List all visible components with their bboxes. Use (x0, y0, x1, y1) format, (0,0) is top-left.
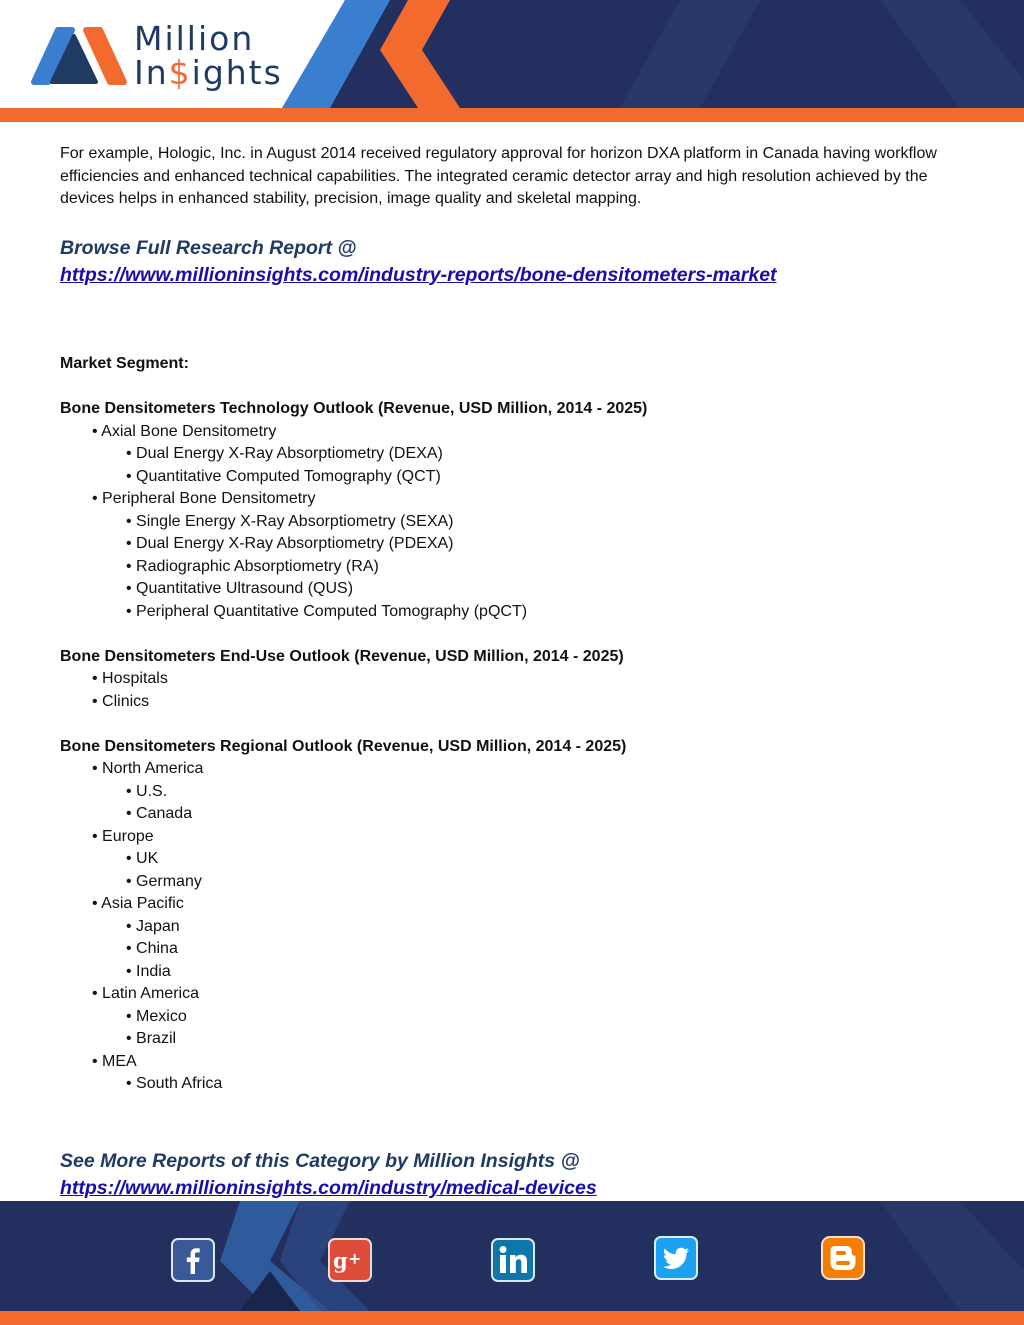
page-header (0, 0, 1024, 122)
list-item: • Quantitative Computed Tomography (QCT) (126, 467, 441, 485)
brand-line-2-suffix: ights (191, 53, 283, 92)
list-item: • North America (92, 760, 204, 777)
list-item: • China (126, 940, 178, 957)
main-content (60, 143, 960, 289)
linkedin-icon (491, 1238, 535, 1282)
list-item: • Axial Bone Densitometry (92, 422, 277, 440)
list-item: • Canada (126, 805, 193, 822)
twitter-icon (654, 1236, 698, 1280)
page-footer (0, 1201, 1024, 1325)
list-item: • Germany (126, 872, 202, 890)
market-segments (60, 353, 960, 1096)
list-item: • Europe (92, 827, 154, 845)
brand-logo-icon (30, 22, 130, 92)
list-item: • Hospitals (92, 670, 168, 687)
browse-report-link[interactable]: https://www.millioninsights.com/industry-reports/bone-densitometers-market (60, 263, 777, 286)
svg-text:g: g (333, 1248, 348, 1273)
list-item: • Peripheral Quantitative Computed Tomography (pQCT) (126, 602, 528, 620)
regional-outlook-heading: Bone Densitometers Regional Outlook (Revenue, USD Million, 2014 - 2025) (60, 737, 627, 755)
list-item: • Brazil (126, 1030, 177, 1047)
brand-line-2 (134, 53, 283, 92)
twitter-button[interactable] (654, 1236, 698, 1280)
list-item: • U.S. (126, 782, 168, 800)
google-plus-button[interactable] (328, 1238, 372, 1282)
list-item: • South Africa (126, 1075, 223, 1092)
brand-line-2-prefix: In (134, 53, 169, 92)
enduse-outlook-heading: Bone Densitometers End-Use Outlook (Revenue, USD Million, 2014 - 2025) (60, 647, 624, 665)
svg-text:+: + (348, 1249, 362, 1268)
list-item: • Clinics (92, 692, 150, 710)
see-more-link[interactable]: https://www.millioninsights.com/industry/medical-devices (60, 1177, 597, 1199)
linkedin-button[interactable] (491, 1238, 535, 1282)
blogger-icon (821, 1236, 865, 1280)
facebook-icon (171, 1238, 215, 1282)
list-item: • Dual Energy X-Ray Absorptiometry (DEXA) (126, 445, 443, 462)
list-item: • Radiographic Absorptiometry (RA) (126, 557, 379, 575)
list-item: • UK (126, 850, 159, 867)
list-item: • Mexico (126, 1007, 187, 1025)
brand-wordmark (134, 19, 283, 92)
list-item: • Peripheral Bone Densitometry (92, 490, 316, 507)
intro-paragraph: For example, Hologic, Inc. in August 2014 received regulatory approval for horizon DXA platform in Canada having workflow efficiencies and enhanced technical capabilities. The integrated ceramic detector array and high resolution achieved by the devices helps in enhanced stability, precision, image quality and skeletal mapping. (60, 145, 937, 207)
brand-dollar-sign: $ (168, 53, 192, 92)
browse-report-block (60, 235, 960, 289)
technology-outlook-heading: Bone Densitometers Technology Outlook (Revenue, USD Million, 2014 - 2025) (60, 400, 648, 417)
browse-report-label: Browse Full Research Report @ (60, 236, 357, 259)
facebook-button[interactable] (171, 1238, 215, 1282)
market-segment-title: Market Segment: (60, 355, 189, 372)
list-item: • Japan (126, 917, 180, 935)
see-more-label: See More Reports of this Category by Million Insights @ (60, 1150, 580, 1172)
list-item: • MEA (92, 1052, 137, 1070)
list-item: • Single Energy X-Ray Absorptiometry (SEXA) (126, 512, 454, 530)
see-more-block (60, 1148, 597, 1202)
list-item: • India (126, 962, 171, 980)
list-item: • Asia Pacific (92, 895, 184, 912)
list-item: • Quantitative Ultrasound (QUS) (126, 580, 354, 597)
list-item: • Latin America (92, 985, 199, 1002)
google-plus-icon (328, 1238, 372, 1282)
brand-line-1: Million (134, 19, 255, 58)
blogger-button[interactable] (821, 1236, 865, 1280)
list-item: • Dual Energy X-Ray Absorptiometry (PDEXA) (126, 535, 454, 552)
